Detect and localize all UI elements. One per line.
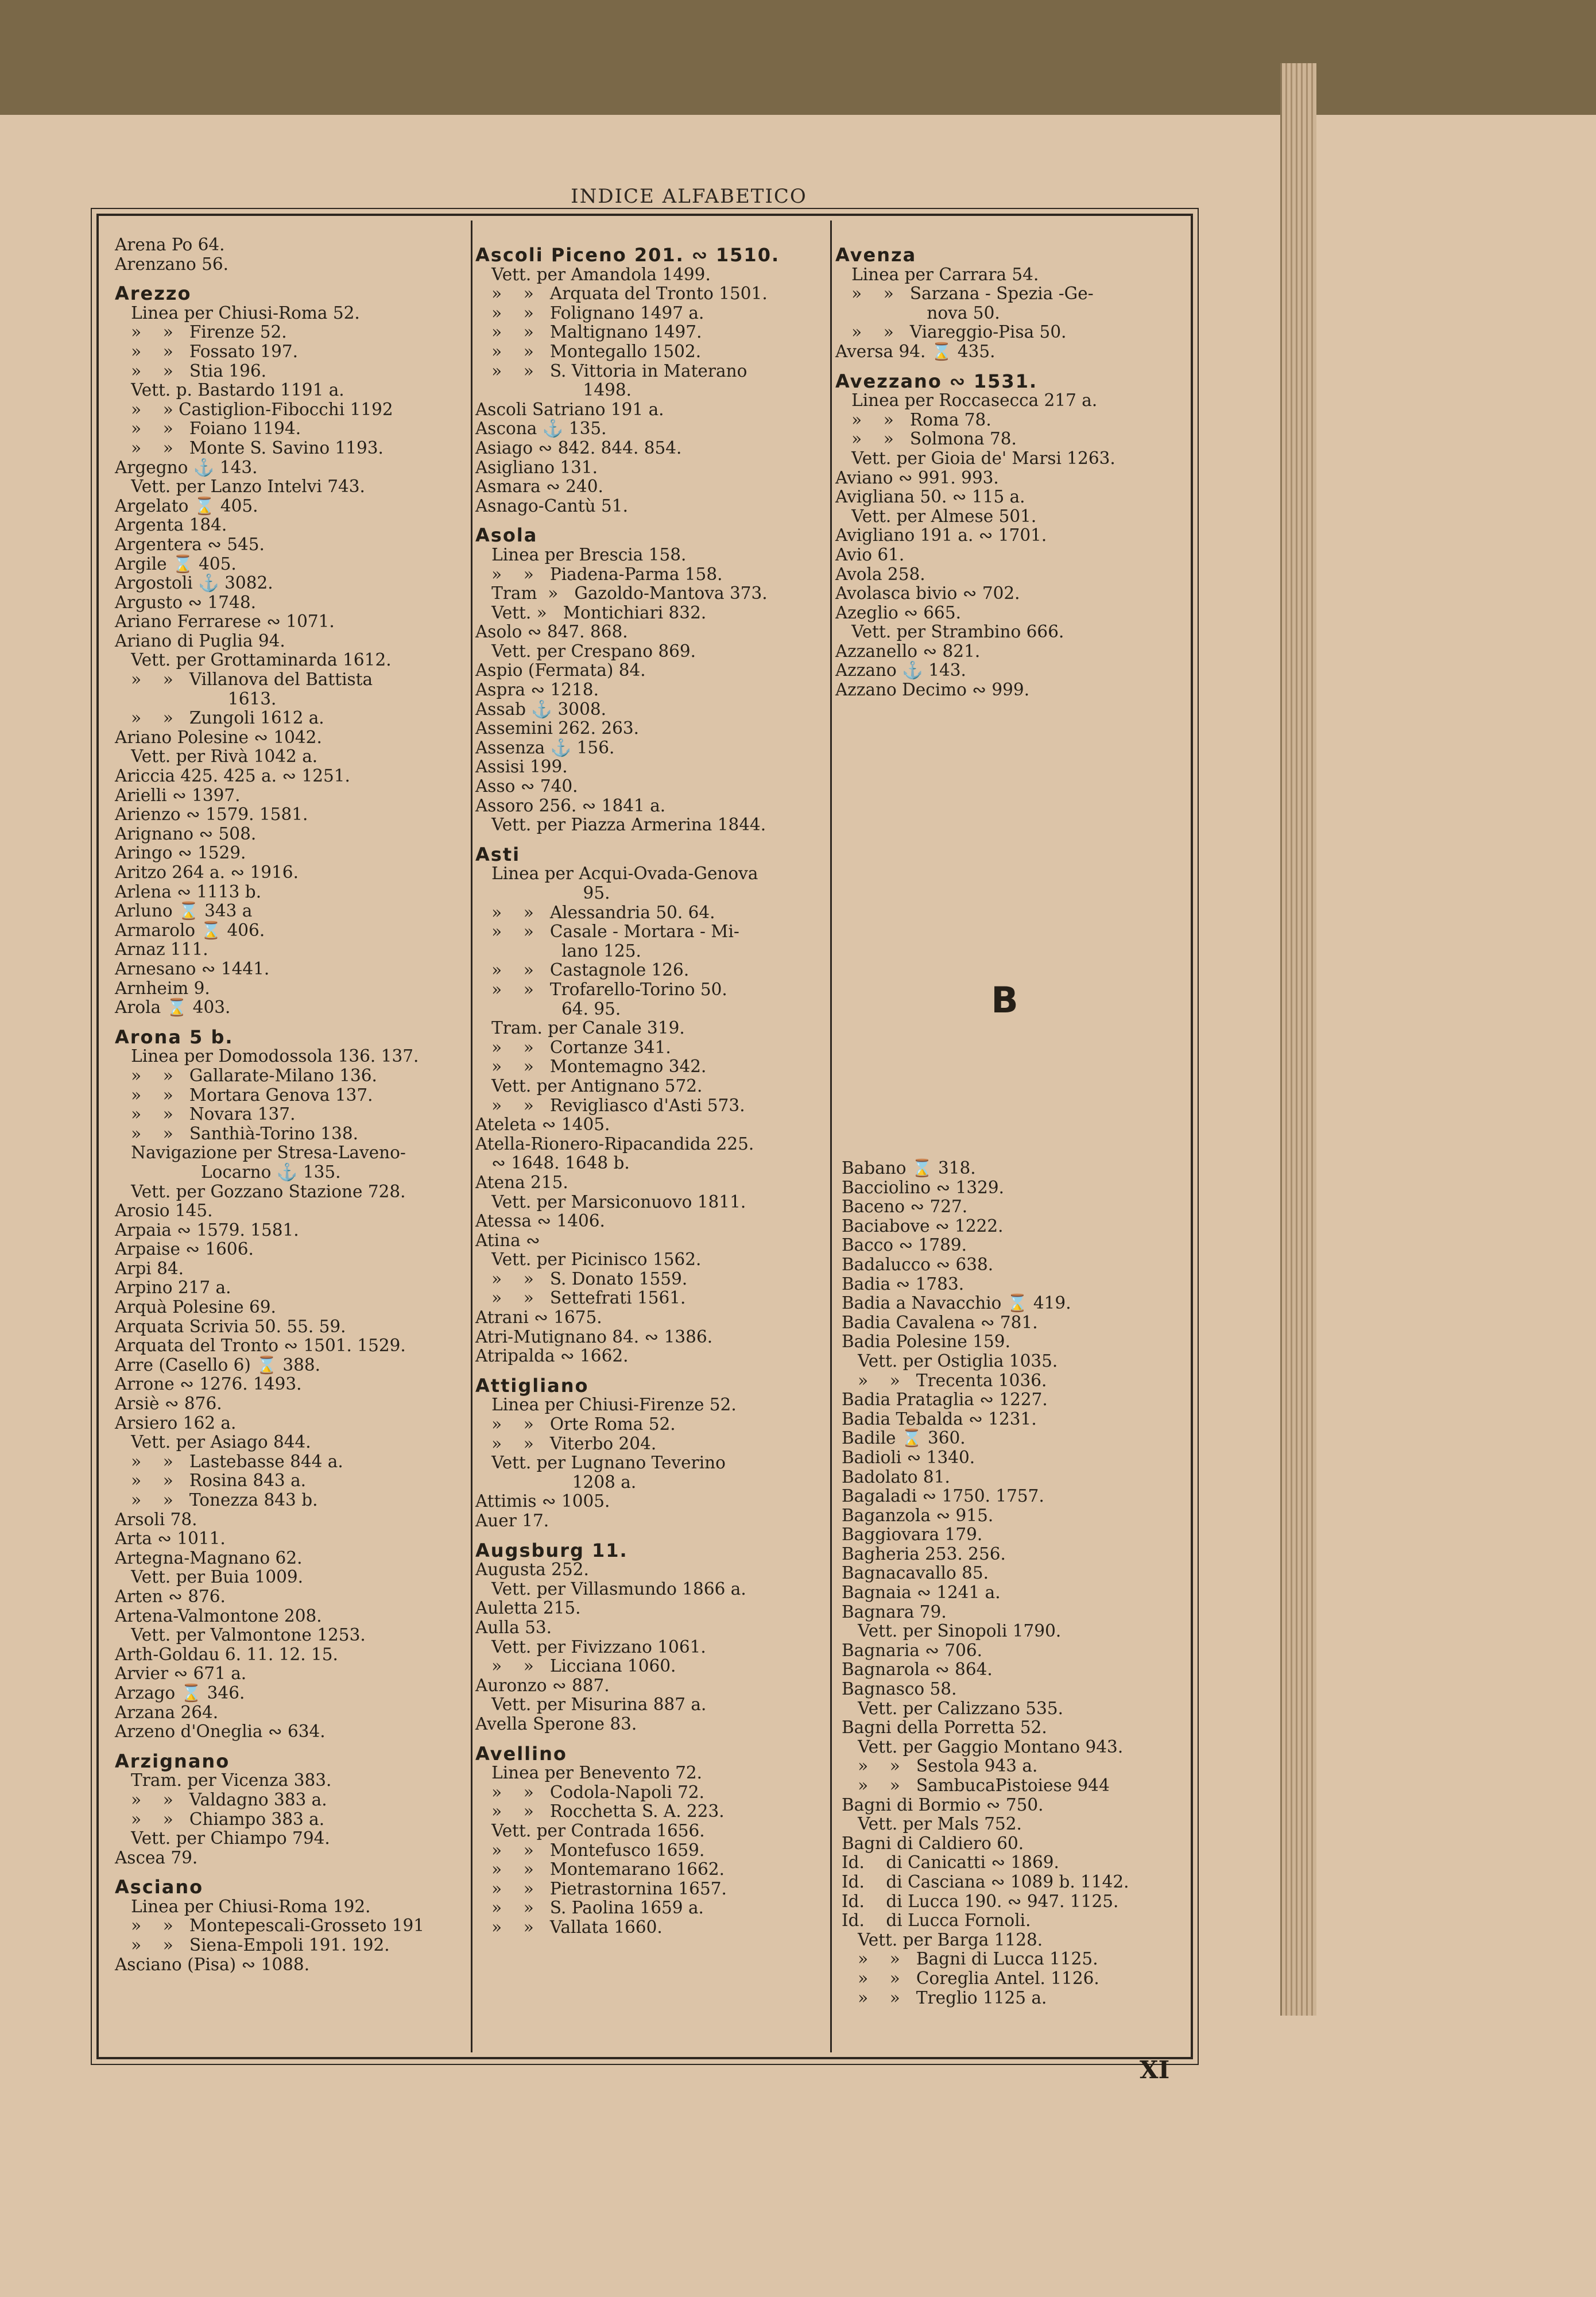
index-entry: Arignano ∾ 508.	[115, 823, 257, 844]
index-entry: Aspio (Fermata) 84.	[475, 660, 646, 680]
index-entry: Vett. per Ostiglia 1035.	[842, 1351, 1058, 1371]
index-entry: Vett. per Lanzo Intelvi 743.	[115, 477, 365, 497]
index-entry: » » Bagni di Lucca 1125.	[842, 1949, 1098, 1969]
index-entry: Badia Cavalena ∾ 781.	[842, 1312, 1038, 1332]
index-entry: Badioli ∾ 1340.	[842, 1447, 975, 1467]
index-entry: Badolato 81.	[842, 1467, 950, 1487]
index-entry: » » Viareggio-Pisa 50.	[835, 322, 1067, 342]
index-entry: Arena Po 64.	[115, 235, 225, 254]
index-entry: Arth-Goldau 6. 11. 12. 15.	[115, 1644, 338, 1664]
index-entry: Bagnarola ∾ 864.	[842, 1660, 993, 1680]
index-entry: Argostoli ⚓ 3082.	[115, 573, 273, 593]
index-heading: Augsburg 11.	[475, 1539, 628, 1561]
index-entry: » » Solmona 78.	[835, 429, 1017, 449]
index-heading: Arezzo	[115, 283, 192, 305]
index-entry: Tram. per Canale 319.	[475, 1018, 685, 1038]
index-entry: » » Montemarano 1662.	[475, 1859, 725, 1880]
index-entry: Augusta 252.	[475, 1560, 589, 1580]
index-entry: lano 125.	[475, 941, 641, 961]
index-entry: Aviano ∾ 991. 993.	[835, 467, 999, 488]
index-entry: » » Foiano 1194.	[115, 419, 301, 439]
index-entry: Baciabove ∾ 1222.	[842, 1216, 1004, 1236]
index-entry: Azzanello ∾ 821.	[835, 641, 981, 661]
index-entry: » » Arquata del Tronto 1501.	[475, 284, 768, 304]
index-entry: Baceno ∾ 727.	[842, 1197, 968, 1217]
index-heading: Avellino	[475, 1742, 567, 1765]
index-entry: » » Valdagno 383 a.	[115, 1789, 327, 1809]
index-entry: Arre (Casello 6) ⌛ 388.	[115, 1355, 321, 1375]
index-entry: Asigliano 131.	[475, 457, 598, 477]
index-entry: Arta ∾ 1011.	[115, 1529, 226, 1549]
index-entry: Bagheria 253. 256.	[842, 1544, 1006, 1564]
index-entry: Badile ⌛ 360.	[842, 1428, 966, 1448]
index-entry: Bagnaria ∾ 706.	[842, 1640, 983, 1660]
index-entry: Arzeno d'Oneglia ∾ 634.	[115, 1722, 326, 1742]
index-heading: Arzignano	[115, 1750, 230, 1772]
index-entry: Vett. per Chiampo 794.	[115, 1828, 330, 1849]
index-entry: Vett. per Valmontone 1253.	[115, 1625, 366, 1645]
index-entry: » » Monte S. Savino 1193.	[115, 438, 383, 458]
index-entry: » » Maltignano 1497.	[475, 322, 702, 342]
index-entry: Linea per Chiusi-Roma 192.	[115, 1896, 371, 1916]
index-entry: Assenza ⚓ 156.	[475, 737, 615, 757]
index-entry: Asnago-Cantù 51.	[475, 496, 628, 516]
index-entry: Baggiovara 179.	[842, 1525, 983, 1545]
index-entry: » » Pietrastornina 1657.	[475, 1878, 727, 1898]
index-entry: Id. di Lucca 190. ∾ 947. 1125.	[842, 1891, 1119, 1911]
index-entry: Vett. per Mals 752.	[842, 1814, 1022, 1834]
index-entry: Arpi 84.	[115, 1258, 184, 1278]
index-entry: Atri-Mutignano 84. ∾ 1386.	[475, 1327, 713, 1347]
index-entry: Linea per Chiusi-Firenze 52.	[475, 1395, 737, 1415]
index-entry: Bagni di Bormio ∾ 750.	[842, 1795, 1044, 1815]
index-entry: Armarolo ⌛ 406.	[115, 920, 265, 940]
index-entry: Ascea 79.	[115, 1847, 198, 1867]
index-entry: Vett. per Gaggio Montano 943.	[842, 1737, 1124, 1757]
index-entry: Ariano Polesine ∾ 1042.	[115, 727, 322, 747]
index-entry: Avella Sperone 83.	[475, 1714, 637, 1734]
index-entry: » » Folignano 1497 a.	[475, 303, 704, 323]
index-entry: Vett. per Lugnano Teverino	[475, 1453, 726, 1473]
index-entry: Arsiè ∾ 876.	[115, 1394, 222, 1414]
index-entry: Avola 258.	[835, 564, 925, 584]
page-number: XI	[1140, 2056, 1170, 2084]
index-entry: Aversa 94. ⌛ 435.	[835, 341, 995, 361]
index-entry: » » Licciana 1060.	[475, 1656, 676, 1676]
index-entry: Vett. per Piazza Armerina 1844.	[475, 815, 766, 835]
section-letter: B	[991, 979, 1018, 1021]
index-entry: Badia Polesine 159.	[842, 1332, 1010, 1352]
index-entry: Arola ⌛ 403.	[115, 997, 231, 1018]
index-entry: Arpaia ∾ 1579. 1581.	[115, 1220, 299, 1240]
index-entry: Assab ⚓ 3008.	[475, 699, 606, 719]
index-entry: Arquà Polesine 69.	[115, 1297, 276, 1317]
page-edges	[1280, 63, 1316, 2016]
index-entry: Assisi 199.	[475, 757, 568, 777]
index-entry: Vett. per Contrada 1656.	[475, 1820, 705, 1840]
index-entry: Atrani ∾ 1675.	[475, 1308, 602, 1328]
index-entry: Bagnacavallo 85.	[842, 1563, 989, 1583]
index-entry: Vett. per Villasmundo 1866 a.	[475, 1579, 746, 1599]
index-entry: Arielli ∾ 1397.	[115, 785, 241, 805]
index-entry: 1208 a.	[475, 1472, 637, 1492]
index-entry: Assoro 256. ∾ 1841 a.	[475, 795, 666, 815]
index-entry: Arenzano 56.	[115, 254, 229, 274]
index-entry: ∾ 1648. 1648 b.	[475, 1153, 630, 1173]
index-entry: Bagni della Porretta 52.	[842, 1718, 1047, 1738]
index-entry: Arluno ⌛ 343 a	[115, 901, 253, 921]
index-entry: Auronzo ∾ 887.	[475, 1675, 610, 1695]
index-entry: » » Vallata 1660.	[475, 1917, 663, 1937]
index-entry: Arnaz 111.	[115, 939, 208, 960]
index-entry: » » Coreglia Antel. 1126.	[842, 1968, 1099, 1988]
index-entry: Bagnaia ∾ 1241 a.	[842, 1583, 1001, 1603]
index-entry: Ariano di Puglia 94.	[115, 631, 285, 651]
index-entry: Ascoli Satriano 191 a.	[475, 399, 664, 419]
index-entry: Argusto ∾ 1748.	[115, 592, 256, 612]
index-entry: Ariano Ferrarese ∾ 1071.	[115, 612, 335, 632]
index-entry: Aritzo 264 a. ∾ 1916.	[115, 863, 299, 882]
index-entry: Id. di Lucca Fornoli.	[842, 1911, 1031, 1931]
index-entry: » » Santhià-Torino 138.	[115, 1123, 358, 1143]
index-entry: Arnesano ∾ 1441.	[115, 958, 270, 979]
index-entry: Vett. per Buia 1009.	[115, 1567, 304, 1587]
index-entry: Ateleta ∾ 1405.	[475, 1115, 610, 1135]
index-entry: » » Zungoli 1612 a.	[115, 708, 324, 728]
index-entry: Linea per Brescia 158.	[475, 544, 687, 564]
index-entry: Vett. per Crespano 869.	[475, 641, 696, 661]
index-entry: Attimis ∾ 1005.	[475, 1491, 610, 1511]
index-entry: » » Lastebasse 844 a.	[115, 1451, 343, 1471]
index-entry: » » Casale - Mortara - Mi-	[475, 922, 739, 942]
index-entry: Aringo ∾ 1529.	[115, 843, 246, 863]
index-entry: » » Roma 78.	[835, 409, 991, 430]
index-entry: Argegno ⚓ 143.	[115, 457, 258, 477]
index-entry: Linea per Roccasecca 217 a.	[835, 390, 1098, 411]
index-entry: Bacciolino ∾ 1329.	[842, 1177, 1005, 1197]
index-entry: Azeglio ∾ 665.	[835, 602, 961, 622]
index-column-1	[115, 235, 471, 1974]
index-entry: 64. 95.	[475, 999, 621, 1019]
index-entry: » » Viterbo 204.	[475, 1433, 657, 1453]
index-entry: » » Sarzana - Spezia -Ge-	[835, 284, 1094, 304]
index-entry: Atella-Rionero-Ripacandida 225.	[475, 1134, 754, 1154]
index-entry: Aulla 53.	[475, 1617, 552, 1637]
index-entry: Navigazione per Stresa-Laveno-	[115, 1143, 406, 1163]
index-entry: » » Trofarello-Torino 50.	[475, 979, 727, 999]
index-entry: Arsoli 78.	[115, 1509, 197, 1529]
index-entry: » » S. Vittoria in Materano	[475, 361, 747, 381]
index-entry: Aspra ∾ 1218.	[475, 680, 599, 700]
index-entry: Atena 215.	[475, 1172, 568, 1192]
index-entry: Vett. per Amandola 1499.	[475, 264, 711, 284]
index-entry: » » Sestola 943 a.	[842, 1756, 1038, 1776]
index-heading: Asola	[475, 524, 538, 547]
index-entry: Artegna-Magnano 62.	[115, 1548, 303, 1568]
index-entry: Auletta 215.	[475, 1598, 581, 1618]
index-entry: » » Novara 137.	[115, 1104, 296, 1124]
index-entry: Avolasca bivio ∾ 702.	[835, 583, 1020, 604]
index-entry: » » SambucaPistoiese 944	[842, 1776, 1110, 1795]
index-entry: Vett. per Strambino 666.	[835, 622, 1064, 642]
index-entry: » » Stia 196.	[115, 361, 267, 381]
index-entry: 1613.	[115, 689, 277, 709]
index-entry: Arienzo ∾ 1579. 1581.	[115, 805, 308, 825]
index-entry: » » Treglio 1125 a.	[842, 1987, 1047, 2008]
index-entry: » » Siena-Empoli 191. 192.	[115, 1935, 390, 1955]
index-entry: » » Codola-Napoli 72.	[475, 1782, 705, 1802]
index-entry: Asiago ∾ 842. 844. 854.	[475, 438, 682, 458]
index-entry: Argentera ∾ 545.	[115, 534, 265, 554]
index-entry: Vett. per Gioia de' Marsi 1263.	[835, 448, 1115, 468]
index-entry: » » Rocchetta S. A. 223.	[475, 1801, 725, 1822]
index-heading: Asciano	[115, 1876, 204, 1898]
index-entry: Artena-Valmontone 208.	[115, 1606, 322, 1626]
index-entry: Asolo ∾ 847. 868.	[475, 622, 628, 642]
index-entry: Argenta 184.	[115, 515, 227, 535]
index-entry: Arnheim 9.	[115, 978, 210, 998]
index-entry: » » S. Donato 1559.	[475, 1269, 688, 1289]
index-entry: » » Alessandria 50. 64.	[475, 902, 715, 922]
index-entry: Badia a Navacchio ⌛ 419.	[842, 1293, 1071, 1313]
index-entry: Badalucco ∾ 638.	[842, 1254, 994, 1274]
index-entry: Linea per Benevento 72.	[475, 1763, 703, 1783]
index-entry: Arten ∾ 876.	[115, 1586, 226, 1606]
index-entry: » » Montefusco 1659.	[475, 1840, 705, 1860]
index-entry: Arzana 264.	[115, 1702, 219, 1722]
index-entry: Bagnara 79.	[842, 1602, 947, 1622]
index-entry: Linea per Acqui-Ovada-Genova	[475, 864, 758, 884]
index-entry: Vett. per Grottaminarda 1612.	[115, 650, 392, 670]
index-entry: 1498.	[475, 380, 632, 400]
index-entry: » » Trecenta 1036.	[842, 1370, 1047, 1390]
index-entry: » » Montegallo 1502.	[475, 341, 702, 361]
index-entry: Atessa ∾ 1406.	[475, 1211, 605, 1231]
index-entry: Vett. p. Bastardo 1191 a.	[115, 380, 344, 400]
index-column-3	[835, 235, 1186, 700]
index-entry: » » Revigliasco d'Asti 573.	[475, 1095, 745, 1115]
page-title: INDICE ALFABETICO	[571, 185, 807, 208]
index-entry: » » Villanova del Battista	[115, 670, 373, 690]
index-entry: Asciano (Pisa) ∾ 1088.	[115, 1954, 310, 1974]
index-entry: Id. di Canicatti ∾ 1869.	[842, 1853, 1059, 1873]
index-entry: Avio 61.	[835, 544, 905, 564]
index-entry: » » S. Paolina 1659 a.	[475, 1898, 704, 1918]
index-entry: Vett. per Picinisco 1562.	[475, 1250, 702, 1270]
index-entry: » » Fossato 197.	[115, 341, 299, 361]
index-entry: Vett. per Almese 501.	[835, 506, 1037, 526]
index-entry: » » Cortanze 341.	[475, 1037, 671, 1057]
index-entry: Tram. per Vicenza 383.	[115, 1770, 332, 1791]
index-entry: Vett. per Fivizzano 1061.	[475, 1637, 706, 1657]
index-entry: Arvier ∾ 671 a.	[115, 1664, 247, 1684]
index-entry: Arpino 217 a.	[115, 1278, 231, 1298]
index-entry: Atripalda ∾ 1662.	[475, 1346, 629, 1366]
index-entry: Azzano Decimo ∾ 999.	[835, 680, 1030, 700]
index-entry: » » Rosina 843 a.	[115, 1471, 307, 1491]
index-entry: » » Mortara Genova 137.	[115, 1085, 373, 1105]
index-entry: Arsiero 162 a.	[115, 1413, 237, 1433]
index-entry: Vett. per Marsiconuovo 1811.	[475, 1192, 746, 1212]
index-entry: » » Gallarate-Milano 136.	[115, 1065, 377, 1085]
index-entry: Vett. per Calizzano 535.	[842, 1698, 1063, 1718]
index-heading: Avezzano ∾ 1531.	[835, 370, 1038, 392]
index-entry: Vett. per Asiago 844.	[115, 1432, 311, 1452]
index-entry: Tram » Gazoldo-Mantova 373.	[475, 583, 768, 604]
index-entry: Bagnasco 58.	[842, 1679, 957, 1699]
index-entry: Badia Prataglia ∾ 1227.	[842, 1390, 1048, 1410]
column-rule	[471, 221, 472, 2052]
index-entry: Arrone ∾ 1276. 1493.	[115, 1374, 302, 1394]
index-entry: nova 50.	[835, 303, 1000, 323]
index-entry: Assemini 262. 263.	[475, 718, 640, 738]
index-heading: Ascoli Piceno 201. ∾ 1510.	[475, 244, 780, 266]
index-entry: Asso ∾ 740.	[475, 776, 578, 796]
index-entry: Asmara ∾ 240.	[475, 477, 603, 497]
index-entry: » » Orte Roma 52.	[475, 1414, 676, 1434]
index-entry: Arosio 145.	[115, 1201, 213, 1221]
index-entry: Arpaise ∾ 1606.	[115, 1239, 254, 1259]
index-heading: Avenza	[835, 244, 917, 266]
index-entry: 95.	[475, 883, 610, 903]
index-entry: Atina ∾	[475, 1230, 540, 1250]
index-heading: Attigliano	[475, 1374, 589, 1397]
index-entry: Vett. per Rivà 1042 a.	[115, 747, 318, 767]
index-entry: Bacco ∾ 1789.	[842, 1235, 967, 1255]
index-entry: » » Firenze 52.	[115, 322, 287, 342]
index-entry: Baganzola ∾ 915.	[842, 1505, 994, 1525]
index-entry: » » Settefrati 1561.	[475, 1288, 686, 1308]
index-entry: » » Tonezza 843 b.	[115, 1490, 318, 1510]
index-entry: » » Castagnole 126.	[475, 960, 689, 980]
index-entry: Ariccia 425. 425 a. ∾ 1251.	[115, 766, 350, 786]
index-heading: Arona 5 b.	[115, 1026, 234, 1048]
index-entry: Arquata Scrivia 50. 55. 59.	[115, 1316, 346, 1336]
index-entry: Linea per Domodossola 136. 137.	[115, 1046, 419, 1066]
index-entry: Avigliana 50. ∾ 115 a.	[835, 487, 1025, 507]
index-entry: Ascona ⚓ 135.	[475, 419, 607, 439]
index-entry: Badia ∾ 1783.	[842, 1274, 964, 1294]
index-entry: Argelato ⌛ 405.	[115, 496, 258, 516]
index-entry: Babano ⌛ 318.	[842, 1158, 976, 1178]
index-entry: Arzago ⌛ 346.	[115, 1683, 245, 1703]
index-entry: » » Montepescali-Grosseto 191	[115, 1916, 425, 1936]
index-entry: Vett. per Sinopoli 1790.	[842, 1621, 1062, 1641]
index-entry: Vett. per Barga 1128.	[842, 1929, 1043, 1950]
index-entry: Auer 17.	[475, 1511, 549, 1530]
index-entry: » » Montemagno 342.	[475, 1057, 707, 1077]
index-entry: Vett. per Antignano 572.	[475, 1076, 703, 1096]
index-entry: Vett. per Gozzano Stazione 728.	[115, 1181, 406, 1201]
index-entry: Linea per Carrara 54.	[835, 264, 1039, 284]
index-entry: » » Castiglion-Fibocchi 1192	[115, 399, 393, 419]
index-entry: Arquata del Tronto ∾ 1501. 1529.	[115, 1336, 406, 1356]
index-entry: Linea per Chiusi-Roma 52.	[115, 303, 360, 323]
index-entry: Id. di Casciana ∾ 1089 b. 1142.	[842, 1871, 1129, 1892]
index-column-3-b	[842, 1159, 1186, 2008]
index-entry: Argile ⌛ 405.	[115, 554, 237, 574]
column-rule	[830, 221, 832, 2052]
index-entry: Badia Tebalda ∾ 1231.	[842, 1409, 1037, 1429]
index-entry: Arlena ∾ 1113 b.	[115, 881, 262, 902]
index-entry: Vett. » Montichiari 832.	[475, 602, 707, 622]
index-entry: Locarno ⚓ 135.	[115, 1162, 341, 1182]
index-entry: Azzano ⚓ 143.	[835, 660, 966, 680]
index-entry: Avigliano 191 a. ∾ 1701.	[835, 525, 1047, 546]
index-entry: » » Piadena-Parma 158.	[475, 564, 723, 584]
index-column-2	[475, 235, 820, 1937]
index-entry: » » Chiampo 383 a.	[115, 1809, 325, 1829]
index-entry: Bagni di Caldiero 60.	[842, 1833, 1024, 1853]
index-entry: Bagaladi ∾ 1750. 1757.	[842, 1486, 1044, 1506]
index-heading: Asti	[475, 843, 521, 865]
index-entry: Vett. per Misurina 887 a.	[475, 1695, 707, 1715]
